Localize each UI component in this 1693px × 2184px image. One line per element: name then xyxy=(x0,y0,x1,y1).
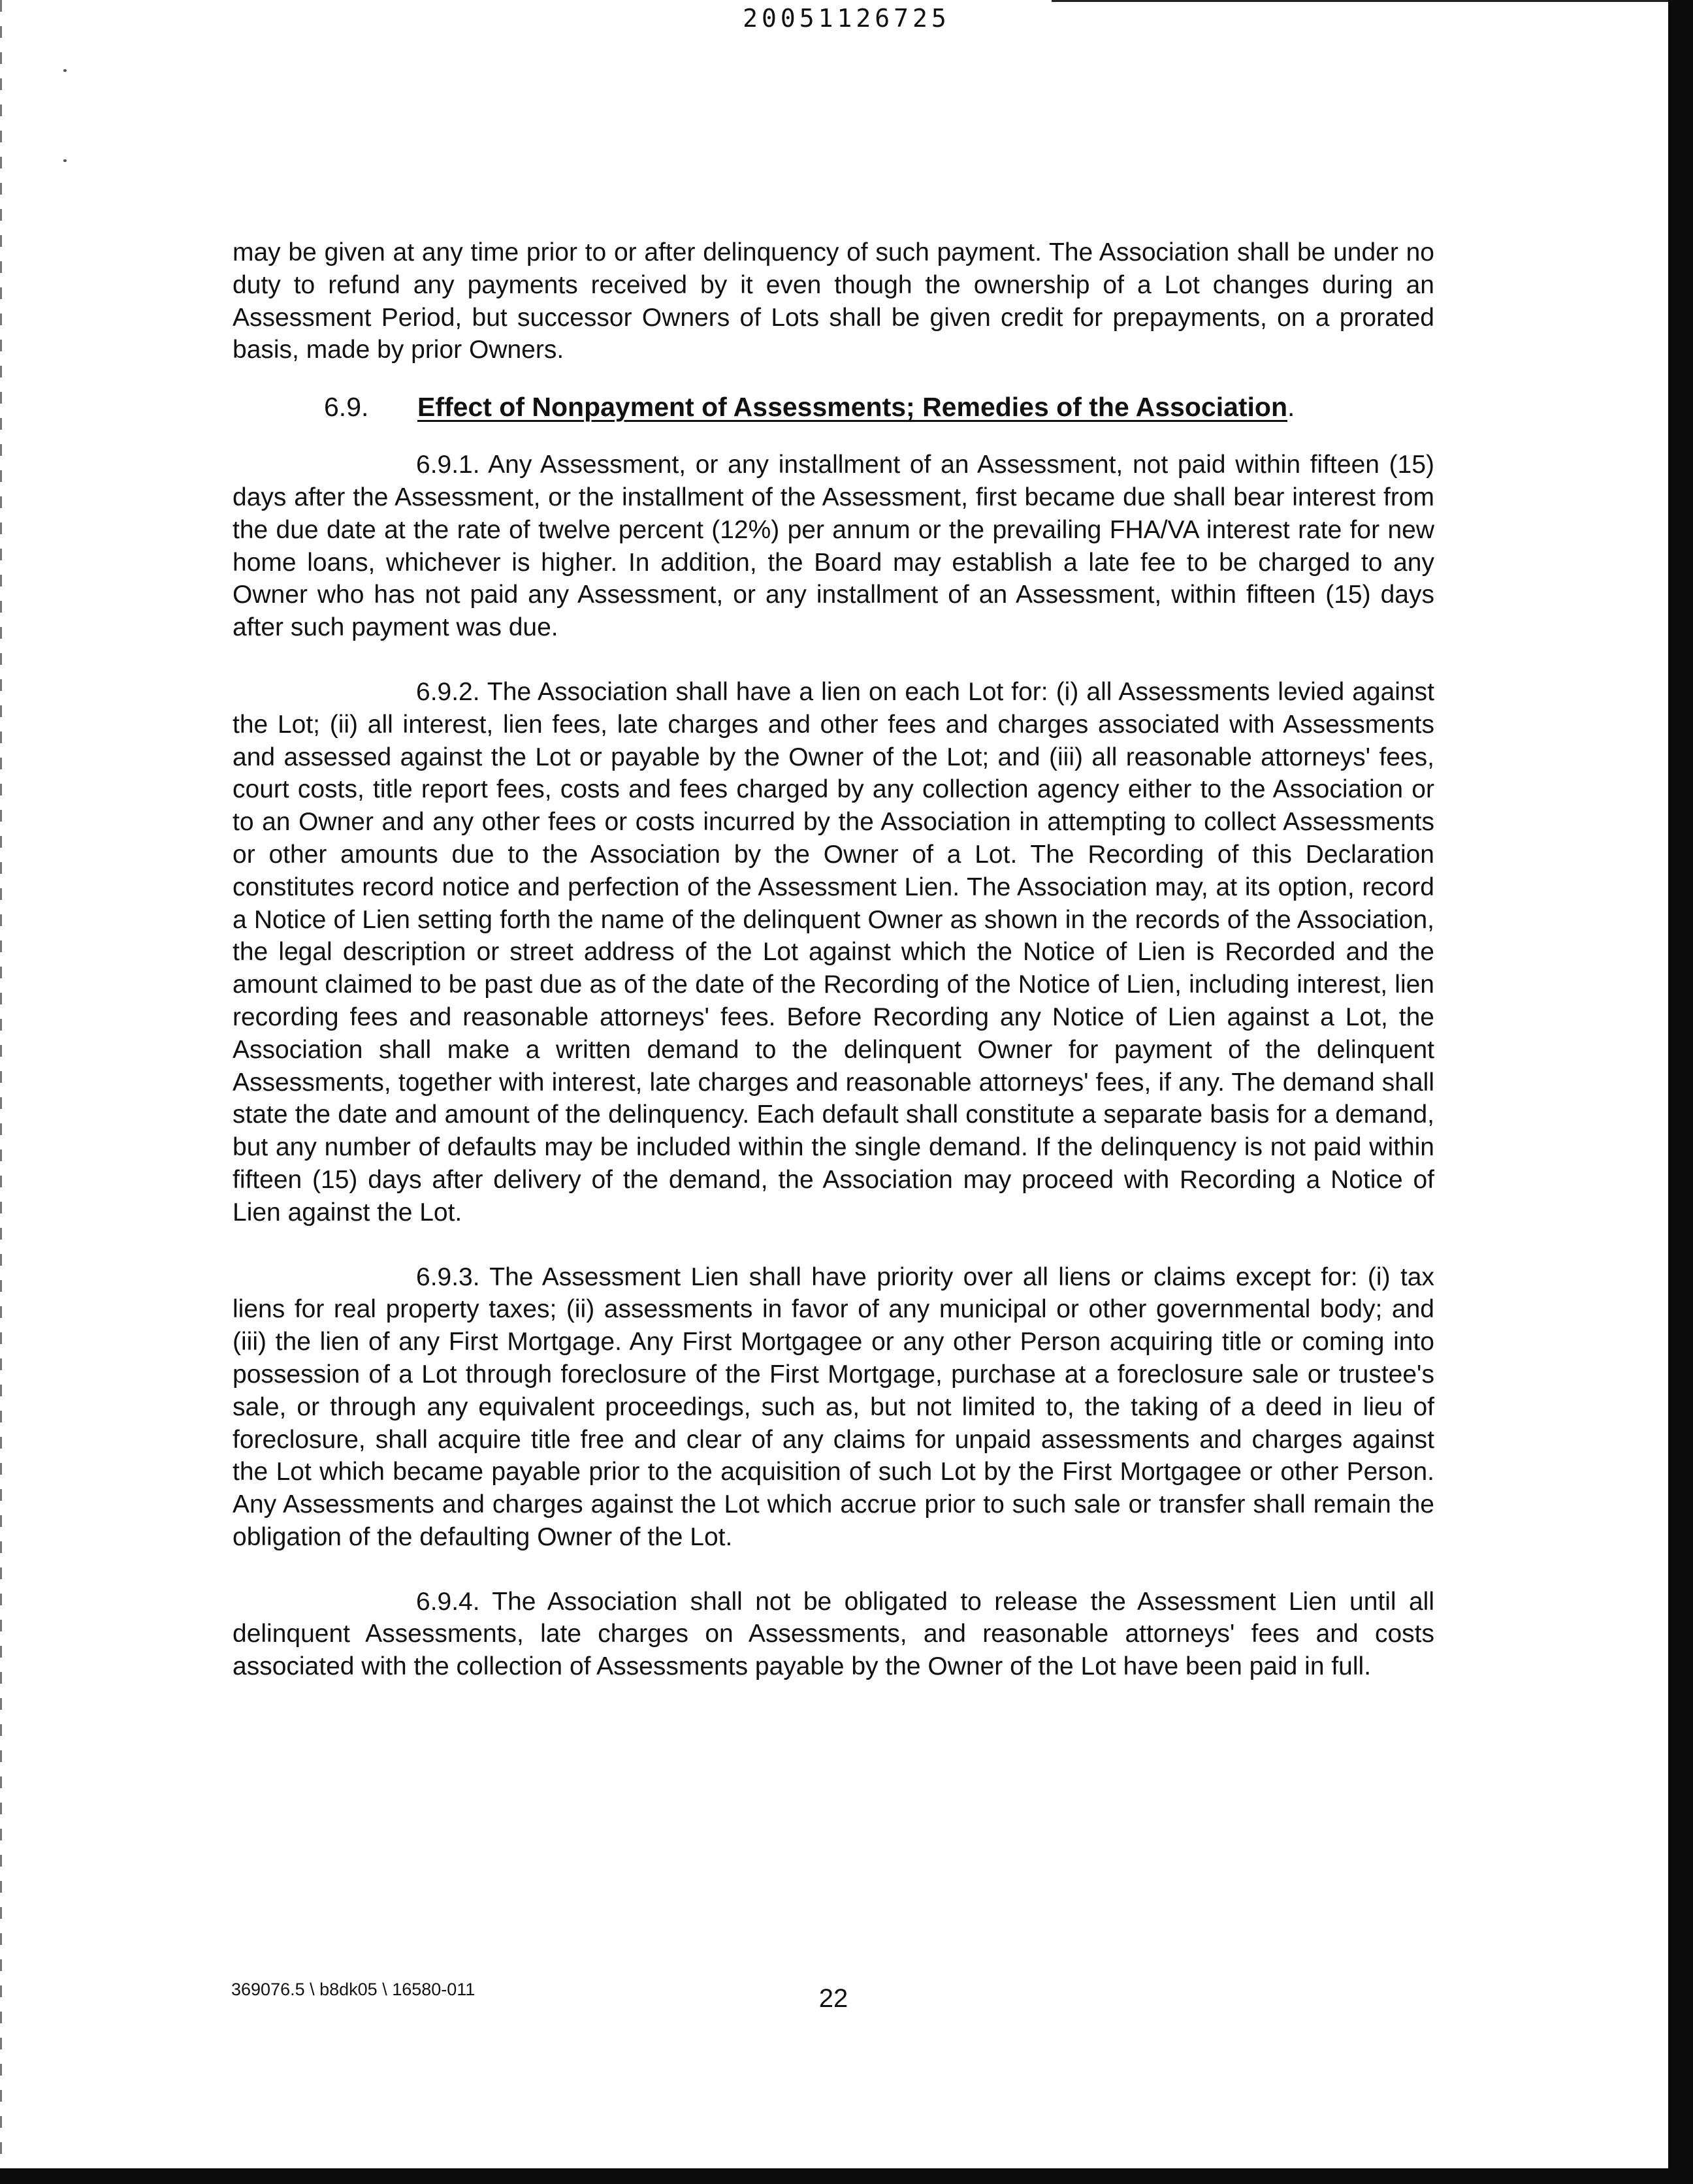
section-heading xyxy=(233,390,1434,424)
scan-speck xyxy=(63,159,67,162)
subsection-6-9-3: 6.9.3. The Assessment Lien shall have priority over all liens or claims except for: (i) tax liens for real property taxes; (ii) assessments in favor of any municipal or other governmental body; and (iii) the lien of any First Mortgage. Any First Mortgagee or any other Person acquiring title or coming into possession of a Lot through foreclosure of the First Mortgage, purchase at a foreclosure sale or trustee's sale, or through any equivalent proceedings, such as, but not limited to, the taking of a deed in lieu of foreclosure, shall acquire title free and clear of any claims for unpaid assessments and charges against the Lot which became payable prior to the acquisition of such Lot by the First Mortgagee or other Person. Any Assessments and charges against the Lot which accrue prior to such sale or transfer shall remain the obligation of the defaulting Owner of the Lot. xyxy=(233,1262,1434,1551)
section-title: Effect of Nonpayment of Assessments; Remedies of the Association xyxy=(417,392,1288,423)
scan-border-bottom xyxy=(0,2168,1693,2184)
section-number: 6.9. xyxy=(324,392,369,423)
page-body xyxy=(233,236,1434,1715)
scan-top-line xyxy=(1052,0,1679,2)
scan-speck xyxy=(63,69,67,72)
subsection-6-9-4: 6.9.4. The Association shall not be obligated to release the Assessment Lien until all delinquent Assessments, late charges on Assessments, and reasonable attorneys' fees and costs associated with the collection of Assessments payable by the Owner of the Lot have been paid in full. xyxy=(233,1587,1434,1681)
scan-border-right xyxy=(1668,0,1693,2184)
page-number: 22 xyxy=(818,1984,848,2013)
recording-number: 20051126725 xyxy=(743,4,950,33)
intro-paragraph: may be given at any time prior to or after delinquency of such payment. The Association shall be under no duty to refund any payments received by it even though the ownership of a Lot changes during an Assessment Period, but successor Owners of Lots shall be given credit for prepayments, on a prorated basis, made by prior Owners. xyxy=(233,238,1434,364)
subsection-6-9-1: 6.9.1. Any Assessment, or any installment of an Assessment, not paid within fifteen (15) days after the Assessment, or the installment of the Assessment, first became due shall bear interest from the due date at the rate of twelve percent (12%) per annum or the prevailing FHA/VA interest rate for new home loans, whichever is higher. In addition, the Board may establish a late fee to be charged to any Owner who has not paid any Assessment, or any installment of an Assessment, within fifteen (15) days after such payment was due. xyxy=(233,451,1434,642)
section-title-period: . xyxy=(1287,392,1295,423)
scan-left-edge xyxy=(0,0,2,2168)
footer-reference: 369076.5 \ b8dk05 \ 16580-011 xyxy=(231,1980,476,1999)
subsection-6-9-2: 6.9.2. The Association shall have a lien on each Lot for: (i) all Assessments levied against the Lot; (ii) all interest, lien fees, late charges and other fees and charges associated with Assessments and assessed against the Lot or payable by the Owner of the Lot; and (iii) all reasonable attorneys' fees, court costs, title report fees, costs and fees charged by any collection agency either to the Association or to an Owner and any other fees or costs incurred by the Association in attempting to collect Assessments or other amounts due to the Association by the Owner of a Lot. The Recording of this Declaration constitutes record notice and perfection of the Assessment Lien. The Association may, at its option, record a Notice of Lien setting forth the name of the delinquent Owner as shown in the records of the Association, the legal description or street address of the Lot against which the Notice of Lien is Recorded and the amount claimed to be past due as of the date of the Recording of the Notice of Lien, including interest, lien recording fees and reasonable attorneys' fees. Before Recording any Notice of Lien against a Lot, the Association shall make a written demand to the delinquent Owner for payment of the delinquent Assessments, together with interest, late charges and reasonable attorneys' fees, if any. The demand shall state the date and amount of the delinquency. Each default shall constitute a separate basis for a demand, but any number of defaults may be included within the single demand. If the delinquency is not paid within fifteen (15) days after delivery of the demand, the Association may proceed with Recording a Notice of Lien against the Lot. xyxy=(233,677,1434,1227)
